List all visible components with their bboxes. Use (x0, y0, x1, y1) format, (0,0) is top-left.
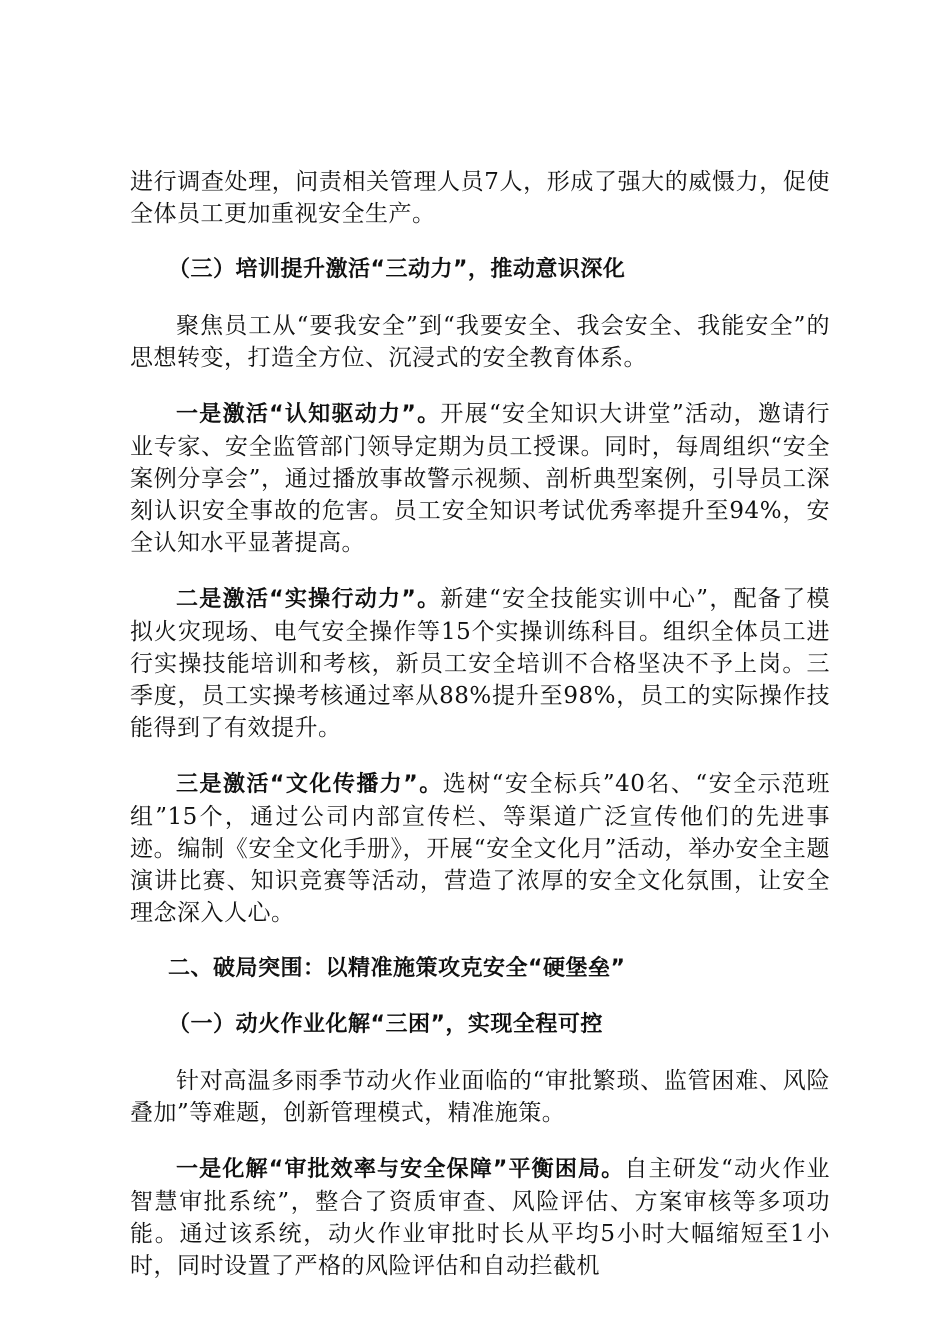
paragraph-practice (130, 583, 830, 744)
paragraph-hot-work-intro: 针对高温多雨季节动火作业面临的“审批繁琐、监管困难、风险叠加”等难题，创新管理模式，精准施策。 (130, 1068, 830, 1126)
paragraph-focus: 聚焦员工从“要我安全”到“我要安全、我会安全、我能安全”的思想转变，打造全方位、沉浸式的安全教育体系。 (130, 313, 830, 371)
paragraph-cognition (130, 398, 830, 559)
paragraph-body-cognition: 开展“安全知识大讲堂”活动，邀请行业专家、安全监管部门领导定期为员工授课。同时，每周组织“安全案例分享会”，通过播放事故警示视频、剖析典型案例，引导员工深刻认识安全事故的危害。员工安全知识考试优秀率提升至94%，安全认知水平显著提高。 (130, 401, 830, 556)
paragraph-body-practice: 新建“安全技能实训中心”，配备了模拟火灾现场、电气安全操作等15个实操训练科目。组织全体员工进行实操技能培训和考核，新员工安全培训不合格坚决不予上岗。三季度，员工实操考核通过率从88%提升至98%，员工的实际操作技能得到了有效提升。 (130, 586, 830, 741)
document-body (130, 166, 830, 1306)
paragraph-lead-cognition: 一是激活“认知驱动力”。 (176, 402, 441, 427)
paragraph-lead-practice: 二是激活“实操行动力”。 (176, 587, 441, 612)
paragraph-body-culture: 选树“安全标兵”40名、“安全示范班组”15个，通过公司内部宣传栏、等渠道广泛宣传他们的先进事迹。编制《安全文化手册》，开展“安全文化月”活动，举办安全主题演讲比赛、知识竞赛等活动，营造了浓厚的安全文化氛围，让安全理念深入人心。 (130, 771, 830, 926)
paragraph-lead-culture: 三是激活“文化传播力”。 (176, 772, 443, 797)
paragraph-lead-approval: 一是化解“审批效率与安全保障”平衡困局。 (176, 1157, 625, 1182)
section-heading-breakthrough: 二、破局突围：以精准施策攻克安全“硬堡垒” (168, 956, 626, 981)
paragraph-continuation: 进行调查处理，问责相关管理人员7人，形成了强大的威慑力，促使全体员工更加重视安全生产。 (130, 169, 830, 227)
paragraph-body-approval: 自主研发“动火作业智慧审批系统”，整合了资质审查、风险评估、方案审核等多项功能。通过该系统，动火作业审批时长从平均5小时大幅缩短至1小时，同时设置了严格的风险评估和自动拦截机 (130, 1156, 830, 1279)
paragraph-culture (130, 768, 830, 929)
paragraph-approval (130, 1153, 830, 1282)
section-heading-hot-work: （一）动火作业化解“三困”，实现全程可控 (168, 1012, 603, 1037)
section-heading-training: （三）培训提升激活“三动力”，推动意识深化 (168, 257, 626, 282)
